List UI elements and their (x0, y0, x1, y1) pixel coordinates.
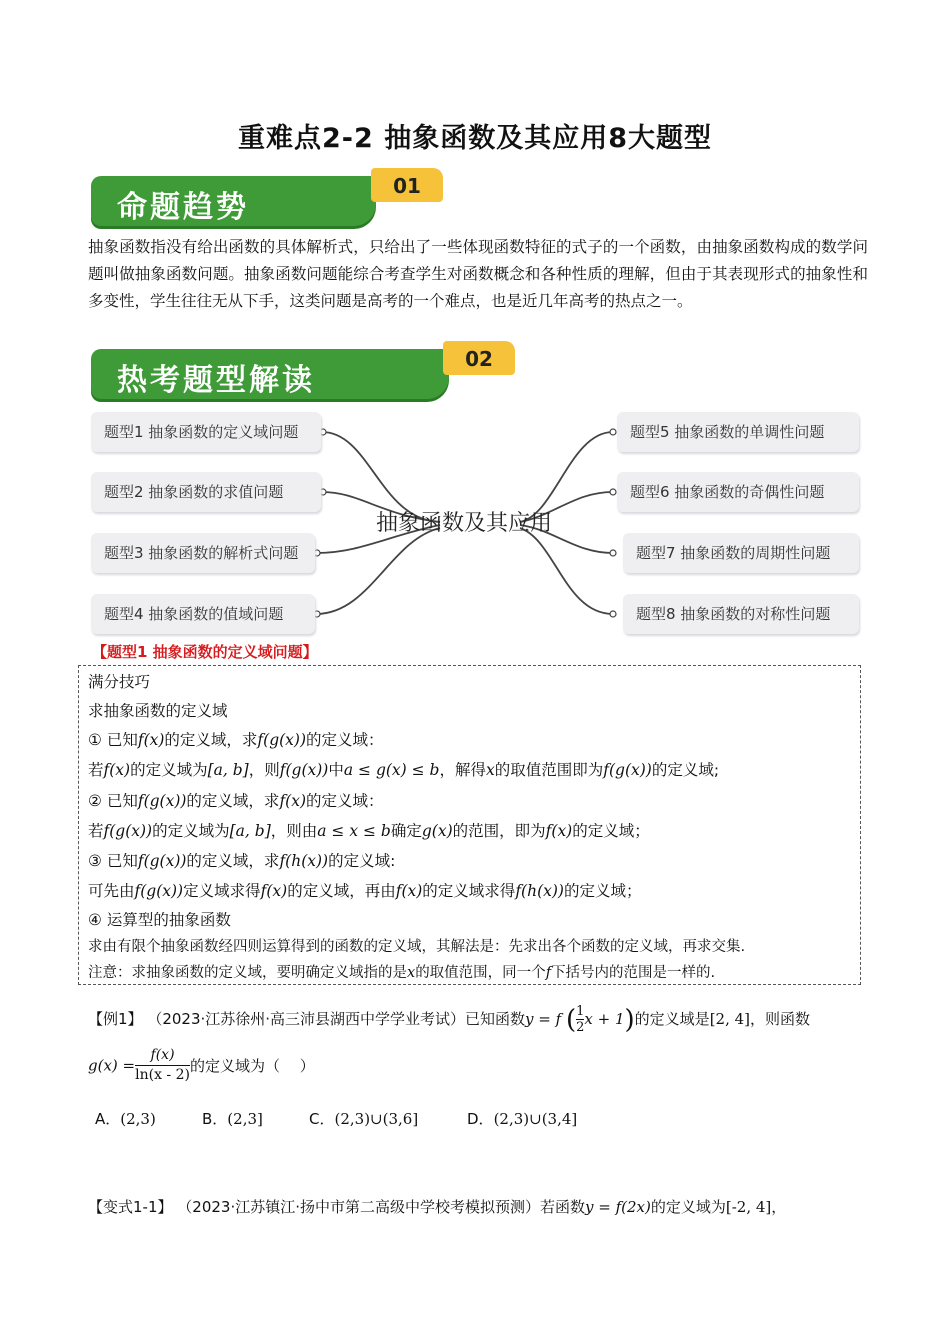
option-c[interactable] (309, 1108, 418, 1129)
formula: a ≤ g(x) ≤ b (343, 761, 440, 779)
text: 的定义域为 (130, 761, 208, 779)
text: ，解得 (439, 761, 486, 779)
formula: [a, b] (229, 822, 271, 840)
connector-dot (610, 489, 616, 495)
option-label: B． (202, 1110, 228, 1128)
option-label: D． (467, 1110, 494, 1128)
paren-open: ( (565, 1005, 577, 1035)
formula: f(x) (137, 731, 165, 749)
text: 的定义域： (306, 731, 384, 749)
banner-title: 命题趋势 (117, 190, 249, 225)
mindmap-item-1: 题型1 抽象函数的定义域问题 (91, 412, 321, 452)
formula: f(x) (395, 882, 423, 900)
text: ，则函数 (750, 1010, 811, 1028)
text: 的定义域； (563, 882, 642, 900)
formula: f (545, 965, 552, 981)
option-value: (2,3] (227, 1110, 263, 1128)
option-value: (2,3)∪(3,4] (493, 1110, 578, 1128)
mindmap-item-8: 题型8 抽象函数的对称性问题 (623, 594, 859, 634)
text: 的取值范围，同一个 (415, 965, 546, 981)
text: 注意：求抽象函数的定义域，要明确定义域指的是 (88, 965, 407, 981)
tips-line-3 (88, 789, 384, 811)
option-label: C． (309, 1110, 335, 1128)
tips-line-9 (88, 961, 715, 982)
tips-line-8: 求由有限个抽象函数经四则运算得到的函数的定义域，其解法是：先求出各个函数的定义域，再求交集. (88, 939, 746, 955)
text: 的范围，即为 (452, 822, 546, 840)
page-title: 重难点2-2 抽象函数及其应用8大题型 (238, 123, 712, 154)
formula: f(g(x)) (279, 761, 329, 779)
formula: x (485, 761, 495, 779)
tips-subheading: 求抽象函数的定义域 (88, 702, 228, 720)
tips-line-4 (88, 819, 650, 841)
variant-1-1-line (88, 1196, 786, 1217)
tips-heading: 满分技巧 (88, 673, 151, 691)
tips-line-7: ④ 运算型的抽象函数 (88, 911, 231, 929)
mindmap-item-6: 题型6 抽象函数的奇偶性问题 (617, 472, 859, 512)
intro-paragraph: 抽象函数指没有给出函数的具体解析式，只给出了一些体现函数特征的式子的一个函数，由抽象函数构成的数学问题叫做抽象函数问题。抽象函数问题能综合考查学生对函数概念和各种性质的理解，但由于其表现形式的抽象性和多变性，学生往往无从下手，这类问题是高考的一个难点，也是近几年高考的热点之一。 (88, 238, 868, 310)
mindmap-item-5: 题型5 抽象函数的单调性问题 (617, 412, 859, 452)
formula: f(g(x)) (257, 731, 307, 749)
text: 的定义域，求 (186, 852, 280, 870)
formula: f(g(x)) (137, 792, 187, 810)
text: ， (771, 1198, 787, 1216)
text: 下括号内的范围是一样的. (551, 965, 716, 981)
text: ③ 已知 (88, 852, 138, 870)
text: 的定义域: (328, 852, 396, 870)
fraction-denominator: ln(x - 2) (135, 1067, 190, 1083)
text: 若 (88, 761, 104, 779)
option-value: (2,3) (120, 1110, 156, 1128)
text: 的定义域，再由 (287, 882, 396, 900)
mindmap-item-2: 题型2 抽象函数的求值问题 (91, 472, 321, 512)
formula: f(h(x)) (515, 882, 564, 900)
example-1-line-2 (88, 1046, 315, 1085)
example-source: （2023·江苏徐州·高三沛县湖西中学学业考试）已知函数 (147, 1010, 526, 1028)
text: 的定义域，求 (186, 792, 280, 810)
formula-g: g(x) = (88, 1056, 136, 1075)
mindmap-item-3: 题型3 抽象函数的解析式问题 (91, 533, 315, 573)
question-text: 的定义域为（ ） (189, 1057, 315, 1075)
text: 若 (88, 822, 104, 840)
tips-line-1 (88, 728, 384, 750)
text: 中 (328, 761, 344, 779)
tips-line-2 (88, 758, 719, 780)
text: 定义域求得 (183, 882, 261, 900)
formula: f(h(x)) (279, 852, 329, 870)
formula: f(x) (260, 882, 288, 900)
text: 的定义域; (651, 761, 720, 779)
formula: [a, b] (207, 761, 249, 779)
text: ，则由 (270, 822, 318, 840)
mindmap-center: 抽象函数及其应用 (376, 511, 553, 536)
fraction (135, 1046, 190, 1085)
formula: f(g(x)) (134, 882, 184, 900)
fraction-numerator: f(x) (135, 1046, 190, 1066)
section-heading-type1: 【题型1 抽象函数的定义域问题】 (92, 643, 318, 661)
text: ，则 (248, 761, 280, 779)
option-d[interactable] (467, 1108, 577, 1129)
option-value: (2,3)∪(3,6] (334, 1110, 419, 1128)
formula: f(g(x)) (103, 822, 153, 840)
banner-number-badge: 02 (443, 341, 515, 375)
formula: f(x) (279, 792, 307, 810)
formula: x (407, 965, 416, 981)
text: ② 已知 (88, 792, 138, 810)
connector-left-4 (316, 528, 440, 614)
formula-domain: [2, 4] (709, 1010, 751, 1028)
formula: f(g(x)) (137, 852, 187, 870)
formula: y = f(2x) (585, 1198, 651, 1216)
text: 的定义域； (572, 822, 650, 840)
example-1-line-1 (88, 1004, 810, 1035)
paren-close: ) (624, 1005, 635, 1035)
connector-dot (610, 429, 616, 435)
formula: a ≤ x ≤ b (317, 822, 391, 840)
text: 的定义域是 (634, 1010, 710, 1028)
mindmap-item-7: 题型7 抽象函数的周期性问题 (623, 533, 859, 573)
text: ① 已知 (88, 731, 138, 749)
text: 的定义域为 (650, 1198, 726, 1216)
option-a[interactable] (95, 1108, 156, 1129)
formula: f(x) (545, 822, 573, 840)
variant-label: 【变式1-1】 (88, 1198, 173, 1216)
variant-source: （2023·江苏镇江·扬中市第二高级中学校考模拟预测）若函数 (177, 1198, 585, 1216)
text: 的定义域为 (152, 822, 230, 840)
text: 可先由 (88, 882, 135, 900)
formula: g(x) (421, 822, 453, 840)
connector-dot (610, 611, 616, 617)
formula-rest: x + 1 (584, 1010, 625, 1028)
banner-number-badge: 01 (371, 168, 443, 202)
fraction-denominator: 2 (576, 1020, 585, 1035)
tips-line-6 (88, 879, 641, 901)
text: 的定义域，求 (164, 731, 258, 749)
banner-title: 热考题型解读 (117, 363, 315, 398)
text: 确定 (390, 822, 422, 840)
text: 的取值范围即为 (494, 761, 604, 779)
formula: f(g(x)) (603, 761, 652, 779)
formula: f(x) (103, 761, 131, 779)
text: 的定义域： (306, 792, 384, 810)
mindmap-item-4: 题型4 抽象函数的值域问题 (91, 594, 315, 634)
text: 的定义域求得 (422, 882, 516, 900)
fraction-numerator: 1 (576, 1004, 585, 1019)
option-b[interactable] (202, 1108, 263, 1129)
formula-y: y = f (525, 1010, 562, 1028)
option-label: A． (95, 1110, 121, 1128)
tips-line-5 (88, 849, 395, 871)
example-label: 【例1】 (88, 1010, 143, 1028)
formula-domain: [-2, 4] (725, 1198, 772, 1216)
connector-dot (610, 550, 616, 556)
